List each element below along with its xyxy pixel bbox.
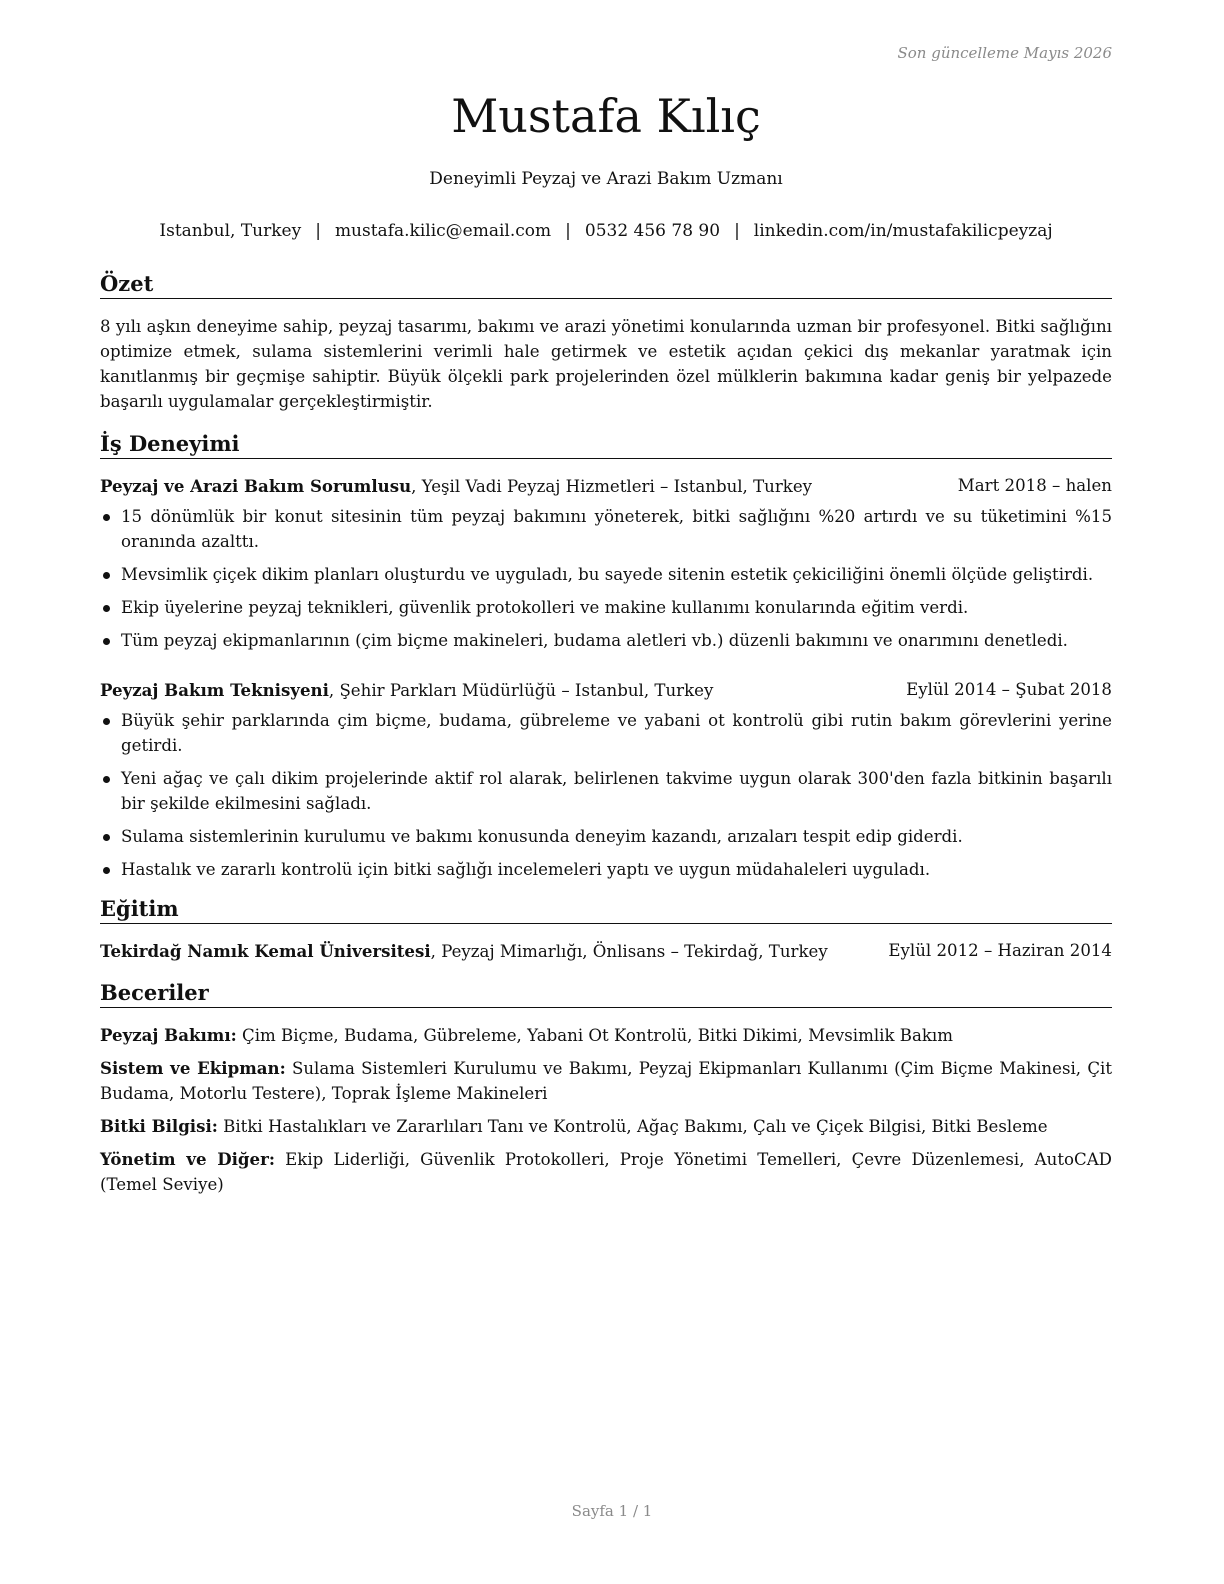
list-item: Sulama sistemlerinin kurulumu ve bakımı konusunda deneyim kazandı, arızaları tespit edip giderdi. [100,824,1112,849]
list-item: Tüm peyzaj ekipmanlarının (çim biçme makineleri, budama aletleri vb.) düzenli bakımını ve onarımını denetledi. [100,628,1112,653]
skill-text: Ekip Liderliği, Güvenlik Protokolleri, Proje Yönetimi Temelleri, Çevre Düzenlemesi, AutoCAD (Temel Seviye) [100,1150,1112,1194]
summary-text: 8 yılı aşkın deneyime sahip, peyzaj tasarımı, bakımı ve arazi yönetimi konularında uzman bir profesyonel. Bitki sağlığını optimize etmek, sulama sistemlerini verimli hale getirmek ve estetik açıdan çekici dış mekanlar yaratmak için kanıtlanmış bir geçmişe sahiptir. Büyük ölçekli park projelerinden özel mülklerin bakımına kadar geniş bir yelpazede başarılı uygulamalar gerçekleştirmiştir. [100,317,1112,411]
contact-email[interactable]: mustafa.kilic@email.com [334,221,552,241]
skill-row [100,1147,1112,1197]
page-number: Sayfa 1 / 1 [571,1502,653,1520]
education-line [100,940,828,963]
education-dates: Eylül 2012 – Haziran 2014 [888,941,1112,960]
skill-text: Bitki Hastalıkları ve Zararlıları Tanı ve Kontrolü, Ağaç Bakımı, Çalı ve Çiçek Bilgisi, Bitki Besleme [217,1117,1048,1136]
skills-list [100,1023,1112,1205]
candidate-name: Mustafa Kılıç [451,89,761,143]
job-bullets [100,504,1112,661]
skill-label: Sistem ve Ekipman: [100,1058,286,1078]
contact-separator: | [315,221,321,241]
skill-row [100,1114,1112,1139]
job-header [100,475,1112,498]
list-item: Mevsimlik çiçek dikim planları oluşturdu ve uyguladı, bu sayede sitenin estetik çekiciliğini önemli ölçüde geliştirdi. [100,562,1112,587]
job-organization: , Şehir Parkları Müdürlüğü – Istanbul, Turkey [328,681,714,700]
job-title-line [100,679,713,702]
list-item: Yeni ağaç ve çalı dikim projelerinde aktif rol alarak, belirlenen takvime uygun olarak 300'den fazla bitkinin başarılı bir şekilde ekilmesini sağladı. [100,766,1112,816]
job-role: Peyzaj Bakım Teknisyeni [100,680,329,700]
skill-label: Peyzaj Bakımı: [100,1025,237,1045]
skill-row [100,1056,1112,1106]
skill-text: Sulama Sistemleri Kurulumu ve Bakımı, Peyzaj Ekipmanları Kullanımı (Çim Biçme Makinesi, Çit Budama, Motorlu Testere), Toprak İşleme Makineleri [100,1059,1112,1103]
education-entry [100,940,1112,963]
education-heading: Eğitim [100,896,1112,924]
summary-heading: Özet [100,271,1112,299]
job-organization: , Yeşil Vadi Peyzaj Hizmetleri – Istanbul, Turkey [411,477,813,496]
last-updated: Son güncelleme Mayıs 2026 [897,44,1112,62]
skill-label: Yönetim ve Diğer: [100,1149,275,1169]
education-details: , Peyzaj Mimarlığı, Önlisans – Tekirdağ, Turkey [430,942,828,961]
school-name: Tekirdağ Namık Kemal Üniversitesi [100,941,431,961]
experience-heading: İş Deneyimi [100,431,1112,459]
list-item: Büyük şehir parklarında çim biçme, budama, gübreleme ve yabani ot kontrolü gibi rutin bakım görevlerini yerine getirdi. [100,708,1112,758]
skill-text: Çim Biçme, Budama, Gübreleme, Yabani Ot Kontrolü, Bitki Dikimi, Mevsimlik Bakım [236,1026,953,1045]
list-item: 15 dönümlük bir konut sitesinin tüm peyzaj bakımını yöneterek, bitki sağlığını %20 artırdı ve su tüketimini %15 oranında azalttı. [100,504,1112,554]
list-item: Ekip üyelerine peyzaj teknikleri, güvenlik protokolleri ve makine kullanımı konularında eğitim verdi. [100,595,1112,620]
job-dates: Mart 2018 – halen [957,476,1112,495]
job-title-line [100,475,812,498]
job-role: Peyzaj ve Arazi Bakım Sorumlusu [100,476,412,496]
skill-label: Bitki Bilgisi: [100,1116,218,1136]
job-bullets [100,708,1112,890]
contact-location: Istanbul, Turkey [159,221,302,241]
contact-linkedin[interactable]: linkedin.com/in/mustafakilicpeyzaj [753,221,1053,241]
contact-separator: | [565,221,571,241]
job-dates: Eylül 2014 – Şubat 2018 [906,680,1112,699]
contact-line [100,220,1112,242]
candidate-title: Deneyimli Peyzaj ve Arazi Bakım Uzmanı [429,169,783,189]
list-item: Hastalık ve zararlı kontrolü için bitki sağlığı incelemeleri yaptı ve uygun müdahaleleri uyguladı. [100,857,1112,882]
contact-phone[interactable]: 0532 456 78 90 [584,221,721,241]
job-header [100,679,1112,702]
skills-heading: Beceriler [100,980,1112,1008]
skill-row [100,1023,1112,1048]
contact-separator: | [734,221,740,241]
